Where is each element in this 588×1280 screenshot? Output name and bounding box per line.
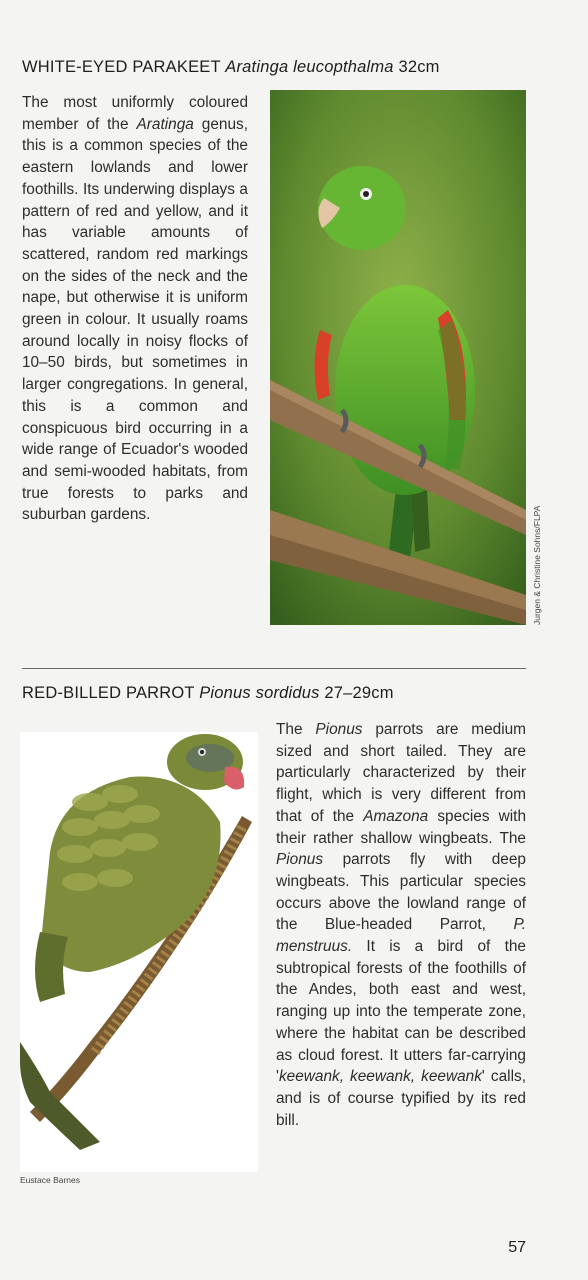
page-number: 57 <box>508 1239 526 1256</box>
latin-name: Pionus sordidus <box>199 684 320 702</box>
common-name: WHITE-EYED PARAKEET <box>22 58 221 76</box>
parrot-illustration <box>20 732 258 1172</box>
description-paragraph: The most uniformly coloured member of the Aratinga genus, this is a common species of the eastern lowlands and lower foothills. Its underwing displays a pattern of red and yellow, and it has variable amounts of scattered, random red markings on the sides of the neck and the nape, but otherwise it is uniform green in colour. It usually roams around locally in noisy flocks of 10–50 birds, but sometimes in larger congregations. In general, this is a common and conspicuous bird occurring in a wide range of Ecuador's wooded and semi-wooded habitats, from true forests to parks and suburban gardens. <box>22 94 248 524</box>
size: 27–29cm <box>324 684 394 702</box>
species-heading-red-billed-parrot <box>22 684 394 703</box>
latin-name: Aratinga leucopthalma <box>225 58 394 76</box>
italic-term: Aratinga <box>136 115 194 133</box>
italic-term: P. menstruus. <box>276 916 526 956</box>
species-heading-white-eyed-parakeet <box>22 58 440 77</box>
italic-term: Pionus <box>276 851 324 869</box>
italic-term: Pionus <box>315 721 363 738</box>
species-description-red-billed-parrot <box>276 719 526 1131</box>
photo-credit: Jurgen & Christine Sohns/FLPA <box>532 505 542 625</box>
parakeet-illustration <box>270 90 526 625</box>
photo-credit: Eustace Barnes <box>20 1175 81 1185</box>
italic-term: keewank, keewank, keewank <box>278 1068 482 1086</box>
white-eyed-parakeet-photo <box>270 90 526 625</box>
description-paragraph: The Pionus parrots are medium sized and short tailed. They are particularly characterized by their flight, which is very different from that of the Amazona species with their rather shallow wingbeats. The Pionus parrots fly with deep wingbeats. This particular species occurs above the lowland range of the Blue-headed Parrot, P. menstruus. It is a bird of the subtropical forests of the foothills of the Andes, both east and west, ranging up into the temperate zone, where the habitat can be described as cloud forest. It utters far-carrying 'keewank, keewank, keewank' calls, and is of course typified by its red bill. <box>276 721 527 1129</box>
species-description-white-eyed-parakeet <box>22 92 248 526</box>
section-divider <box>22 668 526 669</box>
size: 32cm <box>398 58 440 76</box>
common-name: RED-BILLED PARROT <box>22 684 195 702</box>
red-billed-parrot-photo <box>20 732 258 1172</box>
italic-term: Amazona <box>363 807 429 825</box>
